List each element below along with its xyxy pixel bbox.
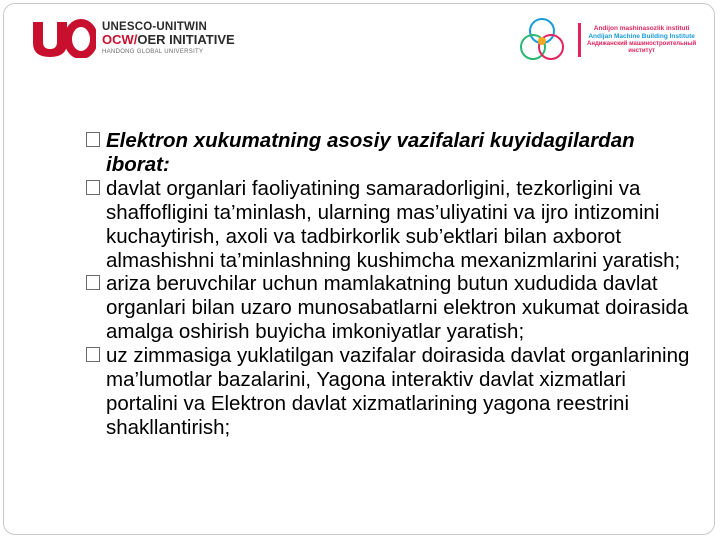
slide (3, 3, 715, 535)
list-item-text: ariza beruvchilar uchun mamlakatning butun xududida davlat organlari bilan uzaro munosabatlarni elektron xukumat doirasida amalga oshirish buyicha imkoniyatlar yaratish; (106, 272, 689, 344)
logo-oer-part: OER INITIATIVE (137, 32, 235, 48)
square-bullet-icon (86, 347, 100, 362)
list-item (86, 177, 696, 273)
logo-unesco-line: UNESCO-UNITWIN (102, 21, 208, 33)
slide-content (86, 129, 696, 440)
institute-emblem-icon (516, 16, 568, 64)
uo-logo-icon (30, 18, 96, 58)
list-item (86, 272, 696, 344)
square-bullet-icon (86, 132, 100, 147)
left-logo-text (102, 21, 235, 55)
logo-university-line: HANDONG GLOBAL UNIVERSITY (102, 48, 204, 55)
logo-ocw-line (102, 33, 235, 47)
institute-name-uz: Andijon mashinasozlik instituti (593, 25, 690, 33)
list-item-text: davlat organlari faoliyatining samaradorligini, tezkorligini va shaffofligini ta’minlash, ularning mas’uliyatini va ijro intizomini kuchaytirish, axoli va tadbirkorlik sub’ektlari bilan axborot almashishni ta’minlashning kushimcha mexanizmlarini yaratish; (106, 176, 681, 272)
institute-name-ru: Андижанский машиностроительный (587, 40, 697, 47)
square-bullet-icon (86, 275, 100, 290)
unesco-ocw-logo (30, 18, 235, 58)
institute-name (587, 25, 696, 55)
institute-name-en: Andijan Machine Building Institute (588, 32, 695, 40)
logo-ocw-part: OCW/ (102, 32, 138, 48)
list-item (86, 344, 696, 440)
list-item-text: uz zimmasiga yuklatilgan vazifalar doirasida davlat organlarining ma’lumotlar bazalarini, Yagona interaktiv davlat xizmatlari portalini va Elektron davlat xizmatlarining yagona reestrini shakllantirish; (106, 344, 690, 439)
heading-text: Elektron xukumatning asosiy vazifalari kuyidagilardan iborat: (106, 129, 635, 176)
square-bullet-icon (86, 180, 100, 195)
logo-divider (578, 23, 581, 57)
heading-item (86, 129, 696, 177)
andijan-institute-logo (516, 16, 696, 64)
institute-name-ru-2: институт (628, 47, 655, 54)
